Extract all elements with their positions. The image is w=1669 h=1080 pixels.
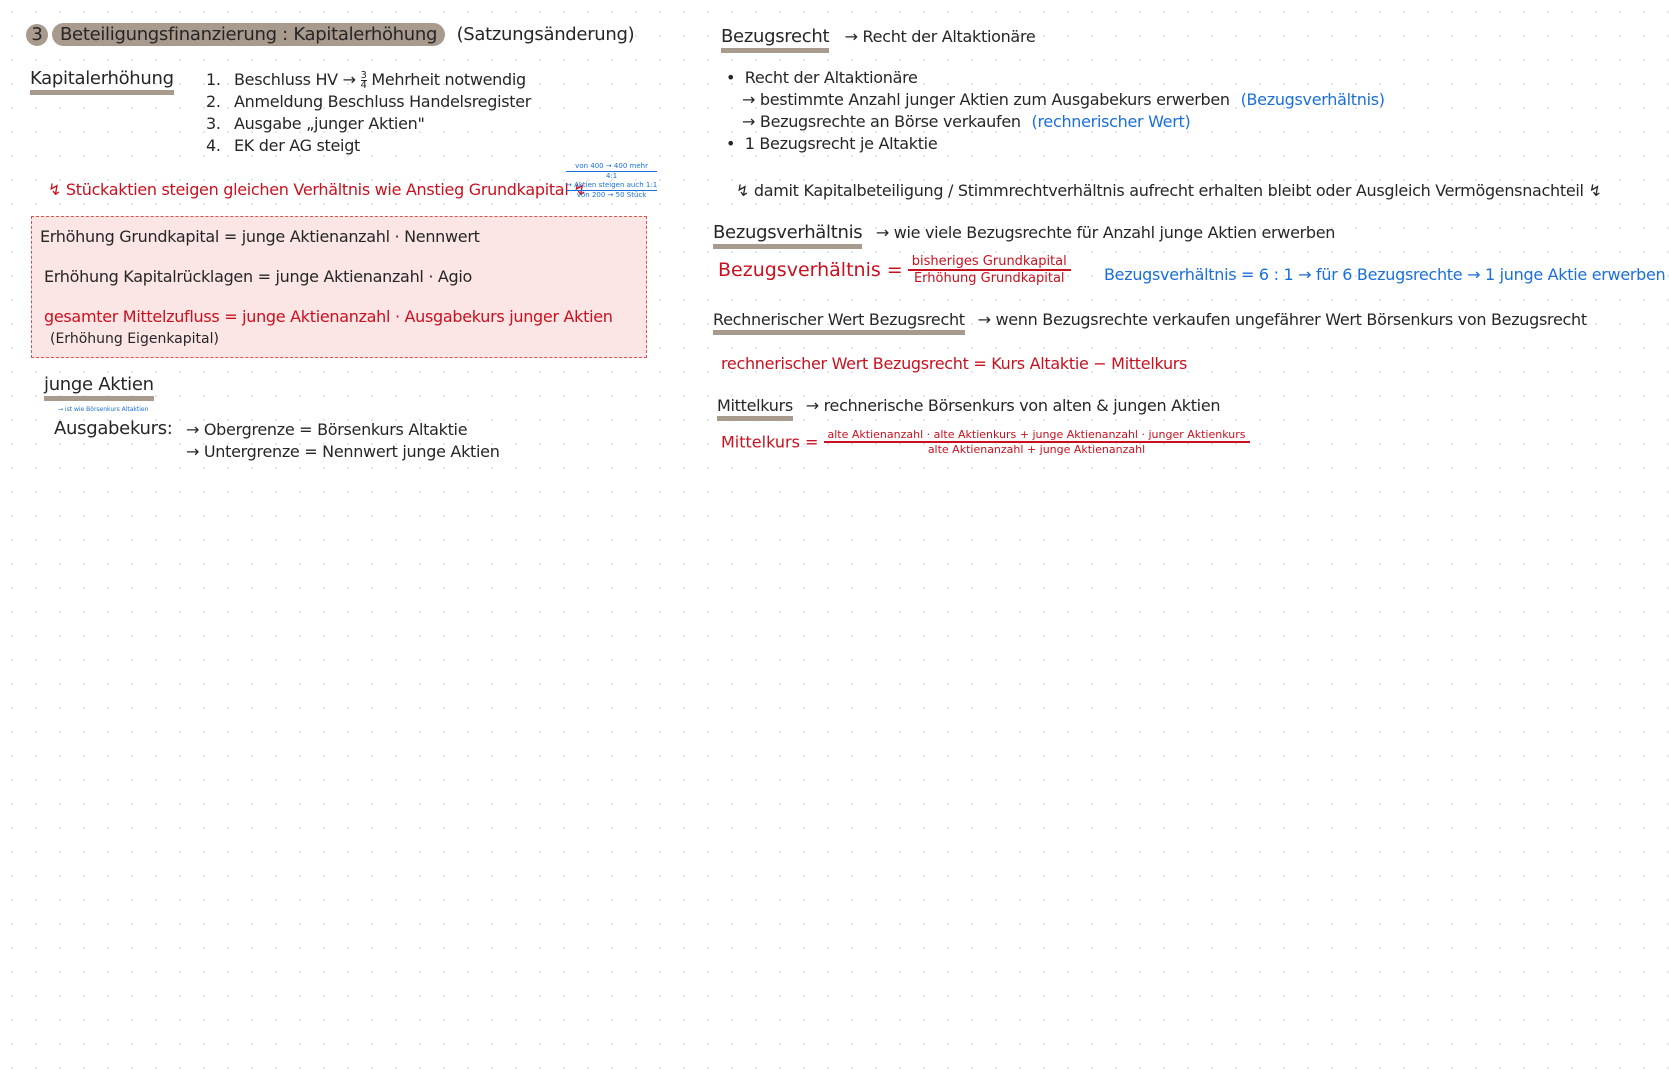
formula-fraction	[908, 254, 1071, 286]
mittelkurs-definition: → rechnerische Börsenkurs von alten & jungen Aktien	[805, 396, 1221, 415]
step-1	[206, 70, 531, 92]
bezugsrecht-heading	[721, 26, 1035, 47]
step-text: Beschluss HV →	[234, 70, 356, 89]
side-note-ratio: 4:1	[605, 172, 618, 180]
step-2	[206, 92, 531, 114]
fraction-bottom: 4	[360, 80, 367, 91]
stueckaktien-warning: ↯ Stückaktien steigen gleichen Verhältnis wie Anstieg Grundkapital ↯	[48, 180, 587, 199]
bullet-text: Recht der Altaktionäre	[744, 68, 918, 87]
sub-item	[726, 90, 1385, 112]
step-number: 2.	[206, 92, 221, 111]
formula-label: Mittelkurs =	[721, 432, 819, 452]
kapitalerhoehung-label-text: Kapitalerhöhung	[30, 68, 174, 95]
formula-label: Bezugsverhältnis =	[718, 259, 903, 281]
formula-fraction	[824, 428, 1250, 456]
ausgabekurs-label: Ausgabekurs:	[54, 418, 173, 439]
section-heading	[26, 24, 634, 46]
bezugsverhaeltnis-example: Bezugsverhältnis = 6 : 1 → für 6 Bezugsrechte → 1 junge Aktie erwerben	[1104, 265, 1666, 284]
bezugsverhaeltnis-formula	[718, 254, 1071, 286]
bezugsverhaeltnis-definition: → wie viele Bezugsrechte für Anzahl junge Aktien erwerben	[875, 223, 1336, 242]
section-note: (Satzungsänderung)	[456, 24, 635, 45]
ausgabekurs-untergrenze: → Untergrenze = Nennwert junge Aktien	[186, 442, 500, 461]
boersenkurs-note: → ist wie Börsenkurs Altaktien	[58, 406, 149, 413]
junge-aktien-label	[44, 374, 154, 395]
section-number: 3	[26, 24, 48, 46]
mittelkurs-label: Mittelkurs	[717, 396, 793, 421]
side-note-line3: von 200 → 50 Stück	[576, 191, 647, 199]
fraction-denominator: alte Aktienanzahl + junge Aktienanzahl	[927, 443, 1146, 456]
mittelkurs-heading	[717, 396, 1220, 415]
sub-item-note: (rechnerischer Wert)	[1031, 112, 1191, 131]
step-3	[206, 114, 531, 136]
section-title: Beteiligungsfinanzierung : Kapitalerhöhung	[52, 23, 445, 46]
bezugsrecht-definition: → Recht der Altaktionäre	[844, 27, 1036, 46]
formula-grundkapital: Erhöhung Grundkapital = junge Aktienanzahl · Nennwert	[40, 227, 480, 246]
side-note-line2: → Aktien steigen auch 1:1	[566, 181, 658, 189]
fraction-denominator: Erhöhung Grundkapital	[913, 271, 1065, 286]
side-note	[566, 162, 657, 200]
formula-kapitalruecklagen: Erhöhung Kapitalrücklagen = junge Aktienanzahl · Agio	[44, 267, 473, 286]
side-note-line1: von 400 → 400 mehr	[566, 162, 657, 172]
step-text: Anmeldung Beschluss Handelsregister	[234, 92, 532, 111]
three-quarter-fraction	[361, 71, 367, 90]
step-number: 3.	[206, 114, 221, 133]
formula-mittelzufluss: gesamter Mittelzufluss = junge Aktienanzahl · Ausgabekurs junger Aktien	[44, 307, 613, 326]
purpose-note: ↯ damit Kapitalbeteiligung / Stimmrechtverhältnis aufrecht erhalten bleibt oder Ausgleich Vermögensnachteil ↯	[736, 181, 1602, 200]
fraction-numerator: alte Aktienanzahl · alte Aktienkurs + junge Aktienanzahl · junger Aktienkurs	[824, 428, 1250, 443]
mittelkurs-formula	[721, 428, 1250, 456]
kapitalerhoehung-label	[30, 68, 174, 89]
formula-box	[31, 216, 647, 358]
formula-eigenkapital-note: (Erhöhung Eigenkapital)	[50, 331, 219, 347]
sub-item	[726, 112, 1385, 134]
bezugsrecht-label: Bezugsrecht	[721, 26, 829, 53]
step-number: 4.	[206, 136, 221, 155]
step-text-after: Mehrheit notwendig	[371, 70, 526, 89]
fraction-top: 3	[360, 70, 367, 81]
sub-item-text: → bestimmte Anzahl junger Aktien zum Ausgabekurs erwerben	[742, 90, 1230, 109]
bezugsrecht-list	[726, 68, 1385, 156]
rechnerischer-wert-definition: → wenn Bezugsrechte verkaufen ungefährer Wert Börsenkurs von Bezugsrecht	[977, 310, 1587, 329]
sub-item-note: (Bezugsverhältnis)	[1240, 90, 1385, 109]
rechnerischer-wert-heading	[713, 310, 1587, 329]
step-4	[206, 136, 531, 158]
ausgabekurs-obergrenze: → Obergrenze = Börsenkurs Altaktie	[186, 420, 468, 439]
junge-aktien-label-text: junge Aktien	[44, 374, 154, 401]
step-text: Ausgabe „junger Aktien"	[234, 114, 425, 133]
bezugsverhaeltnis-label: Bezugsverhältnis	[713, 222, 862, 249]
fraction-numerator: bisheriges Grundkapital	[908, 254, 1071, 271]
sub-item-text: → Bezugsrechte an Börse verkaufen	[742, 112, 1021, 131]
rechnerischer-wert-formula: rechnerischer Wert Bezugsrecht = Kurs Altaktie − Mittelkurs	[721, 354, 1188, 373]
step-number: 1.	[206, 70, 221, 89]
step-text: EK der AG steigt	[234, 136, 361, 155]
bullet-text: 1 Bezugsrecht je Altaktie	[744, 134, 938, 153]
bezugsverhaeltnis-heading	[713, 222, 1335, 243]
bullet-item: • Recht der Altaktionäre	[726, 68, 918, 87]
bullet-item: • 1 Bezugsrecht je Altaktie	[726, 134, 938, 153]
kapitalerhoehung-steps	[206, 70, 531, 158]
rechnerischer-wert-label: Rechnerischer Wert Bezugsrecht	[713, 310, 965, 335]
